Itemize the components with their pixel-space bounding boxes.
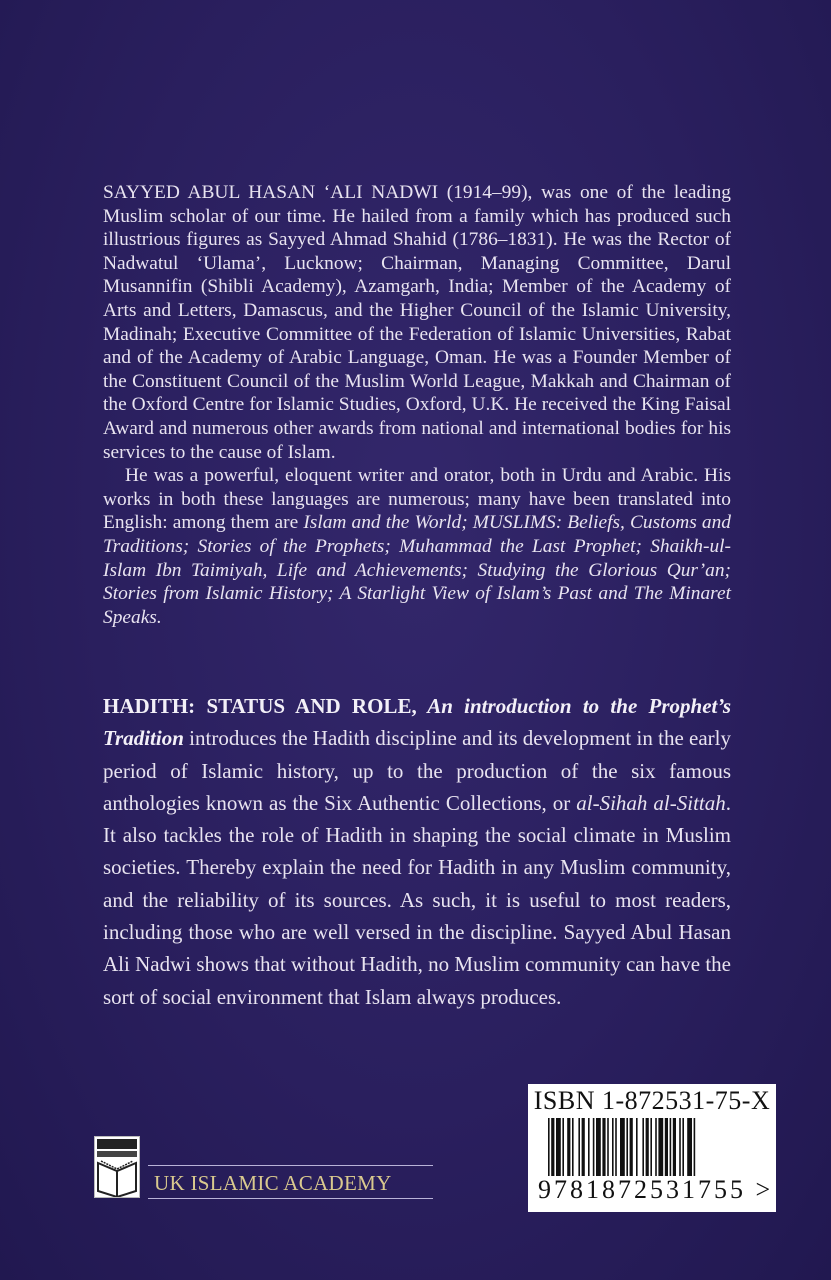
book-subtitle: An introduction to the Prophet’s Tradition xyxy=(103,694,731,751)
bio-text: (1914–99), was one of the leading Muslim scholar of our time. He hailed from a family which has produced such illustrious figures as Sayyed Ahmad Shahid (1786–1831). He was the Rector of Nadwatul ‘Ulama’, Lucknow; Chairman, Managing Committee, Darul Musannifin (Shibli Academy), Azamgarh, India; Member of the Academy of Arts and Letters, Damascus, and the Higher Council of the Islamic University, Madinah; Executive Committee of the Federation of Islamic Universities, Rabat and of the Academy of Arabic Language, Oman. He was a Founder Member of the Constituent Council of the Muslim World League, Makkah and Chairman of the Oxford Centre for Islamic Studies, Oxford, U.K. He received the King Faisal Award and numerous other awards from national and international bodies for his services to the cause of Islam. xyxy=(103,182,731,463)
book-description xyxy=(103,690,731,1013)
bio-paragraph-2 xyxy=(103,464,731,629)
divider xyxy=(148,1165,433,1166)
description-text: introduces the Hadith discipline and its development in the early period of Islamic history, up to the production of the six famous anthologies known as the Six Authentic Collections, or xyxy=(103,726,731,815)
open-book-icon xyxy=(94,1136,140,1198)
publisher-name: UK ISLAMIC ACADEMY xyxy=(154,1171,392,1195)
divider xyxy=(148,1198,433,1199)
book-titles: Islam and the World; MUSLIMS: Beliefs, Customs and Traditions; Stories of the Prophets; Muhammad the Last Prophet; Shaikh-ul-Islam Ibn Taimiyah, Life and Achievements; Studying the Glorious Qur’an; Stories from Islamic History; A Starlight View of Islam’s Past and The Minaret Speaks. xyxy=(103,512,732,628)
description-text: . It also tackles the role of Hadith in shaping the social climate in Muslim societies. Thereby explain the need for Hadith in any Muslim community, and the reliability of its sources. As such, it is useful to most readers, including those who are well versed in the discipline. Sayyed Abul Hasan Ali Nadwi shows that without Hadith, no Muslim community can have the sort of social environment that Islam always produces. xyxy=(103,790,731,1009)
author-name: SAYYED ABUL HASAN ‘ALI NADWI xyxy=(103,182,439,203)
isbn-barcode xyxy=(528,1084,776,1212)
bio-paragraph-1 xyxy=(103,181,731,464)
term: al-Sihah al-Sittah xyxy=(576,790,726,815)
author-biography xyxy=(103,181,731,629)
bio-text: He was a powerful, eloquent writer and orator, both in Urdu and Arabic. His works in both these languages are numerous; many have been translated into English: among them are xyxy=(103,465,731,534)
book-title: HADITH: STATUS AND ROLE, xyxy=(103,694,417,718)
isbn-number: ISBN 1-872531-75-X xyxy=(533,1086,771,1115)
ean-number: 9781872531755 > xyxy=(538,1175,774,1204)
